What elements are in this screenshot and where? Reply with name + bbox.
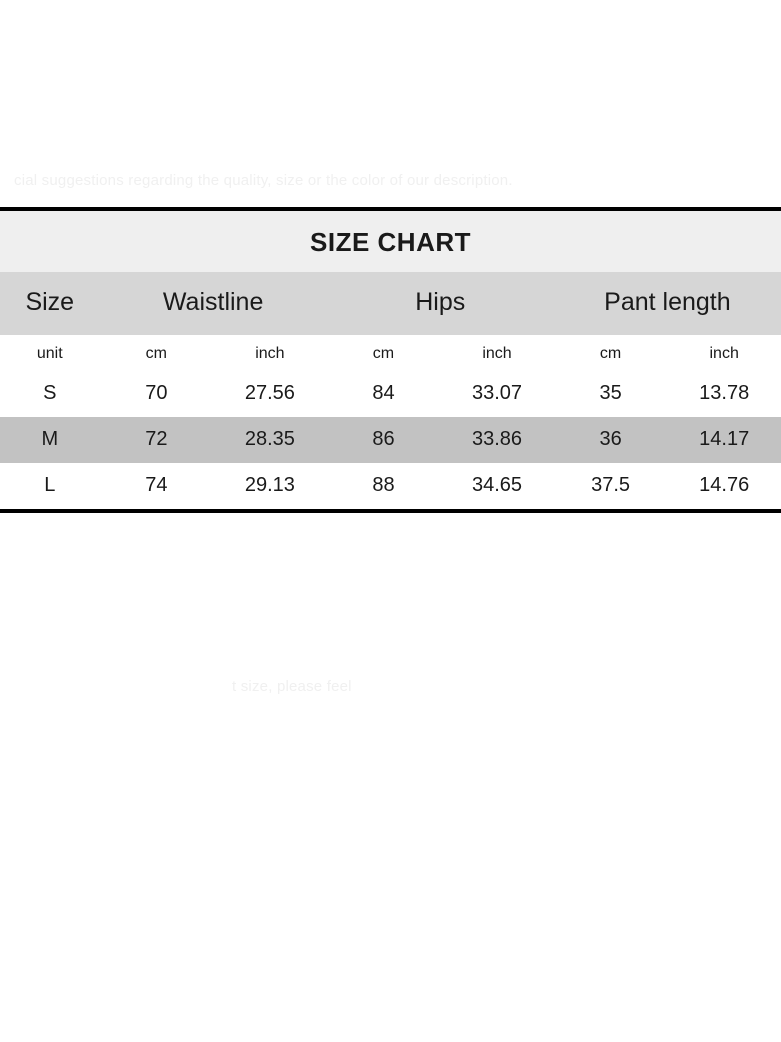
cell-length-inch: 13.78 [667,371,781,417]
cell-length-cm: 35 [554,371,668,417]
cell-length-inch: 14.76 [667,463,781,509]
header-pant-length: Pant length [604,288,731,316]
size-chart-title: SIZE CHART [0,211,781,272]
cell-hips-cm: 86 [327,417,441,463]
cell-hips-inch: 34.65 [440,463,554,509]
cell-length-cm: 36 [554,417,668,463]
unit-length-inch: inch [667,335,781,371]
cell-waist-cm: 70 [100,371,214,417]
cell-waist-inch: 27.56 [213,371,327,417]
background-text-bottom: t size, please feel [232,678,352,695]
header-waistline: Waistline [162,288,264,316]
header-hips: Hips [415,288,466,316]
cell-length-cm: 37.5 [554,463,668,509]
size-chart-table [0,272,781,509]
cell-size: L [0,463,100,509]
cell-size: S [0,371,100,417]
unit-hips-inch: inch [440,335,554,371]
cell-size: M [0,417,100,463]
cell-waist-inch: 28.35 [213,417,327,463]
cell-waist-cm: 72 [100,417,214,463]
unit-label: unit [0,335,100,371]
unit-length-cm: cm [554,335,668,371]
table-row [0,463,781,509]
cell-hips-cm: 88 [327,463,441,509]
size-chart-block [0,207,781,513]
header-size: Size [25,288,75,316]
unit-waist-cm: cm [100,335,214,371]
cell-waist-inch: 29.13 [213,463,327,509]
unit-hips-cm: cm [327,335,441,371]
table-unit-row [0,335,781,371]
table-row [0,417,781,463]
table-group-header-row [0,272,781,335]
table-row [0,371,781,417]
cell-length-inch: 14.17 [667,417,781,463]
unit-waist-inch: inch [213,335,327,371]
cell-waist-cm: 74 [100,463,214,509]
cell-hips-inch: 33.07 [440,371,554,417]
cell-hips-inch: 33.86 [440,417,554,463]
background-text-top: cial suggestions regarding the quality, size or the color of our description. [14,172,513,189]
cell-hips-cm: 84 [327,371,441,417]
